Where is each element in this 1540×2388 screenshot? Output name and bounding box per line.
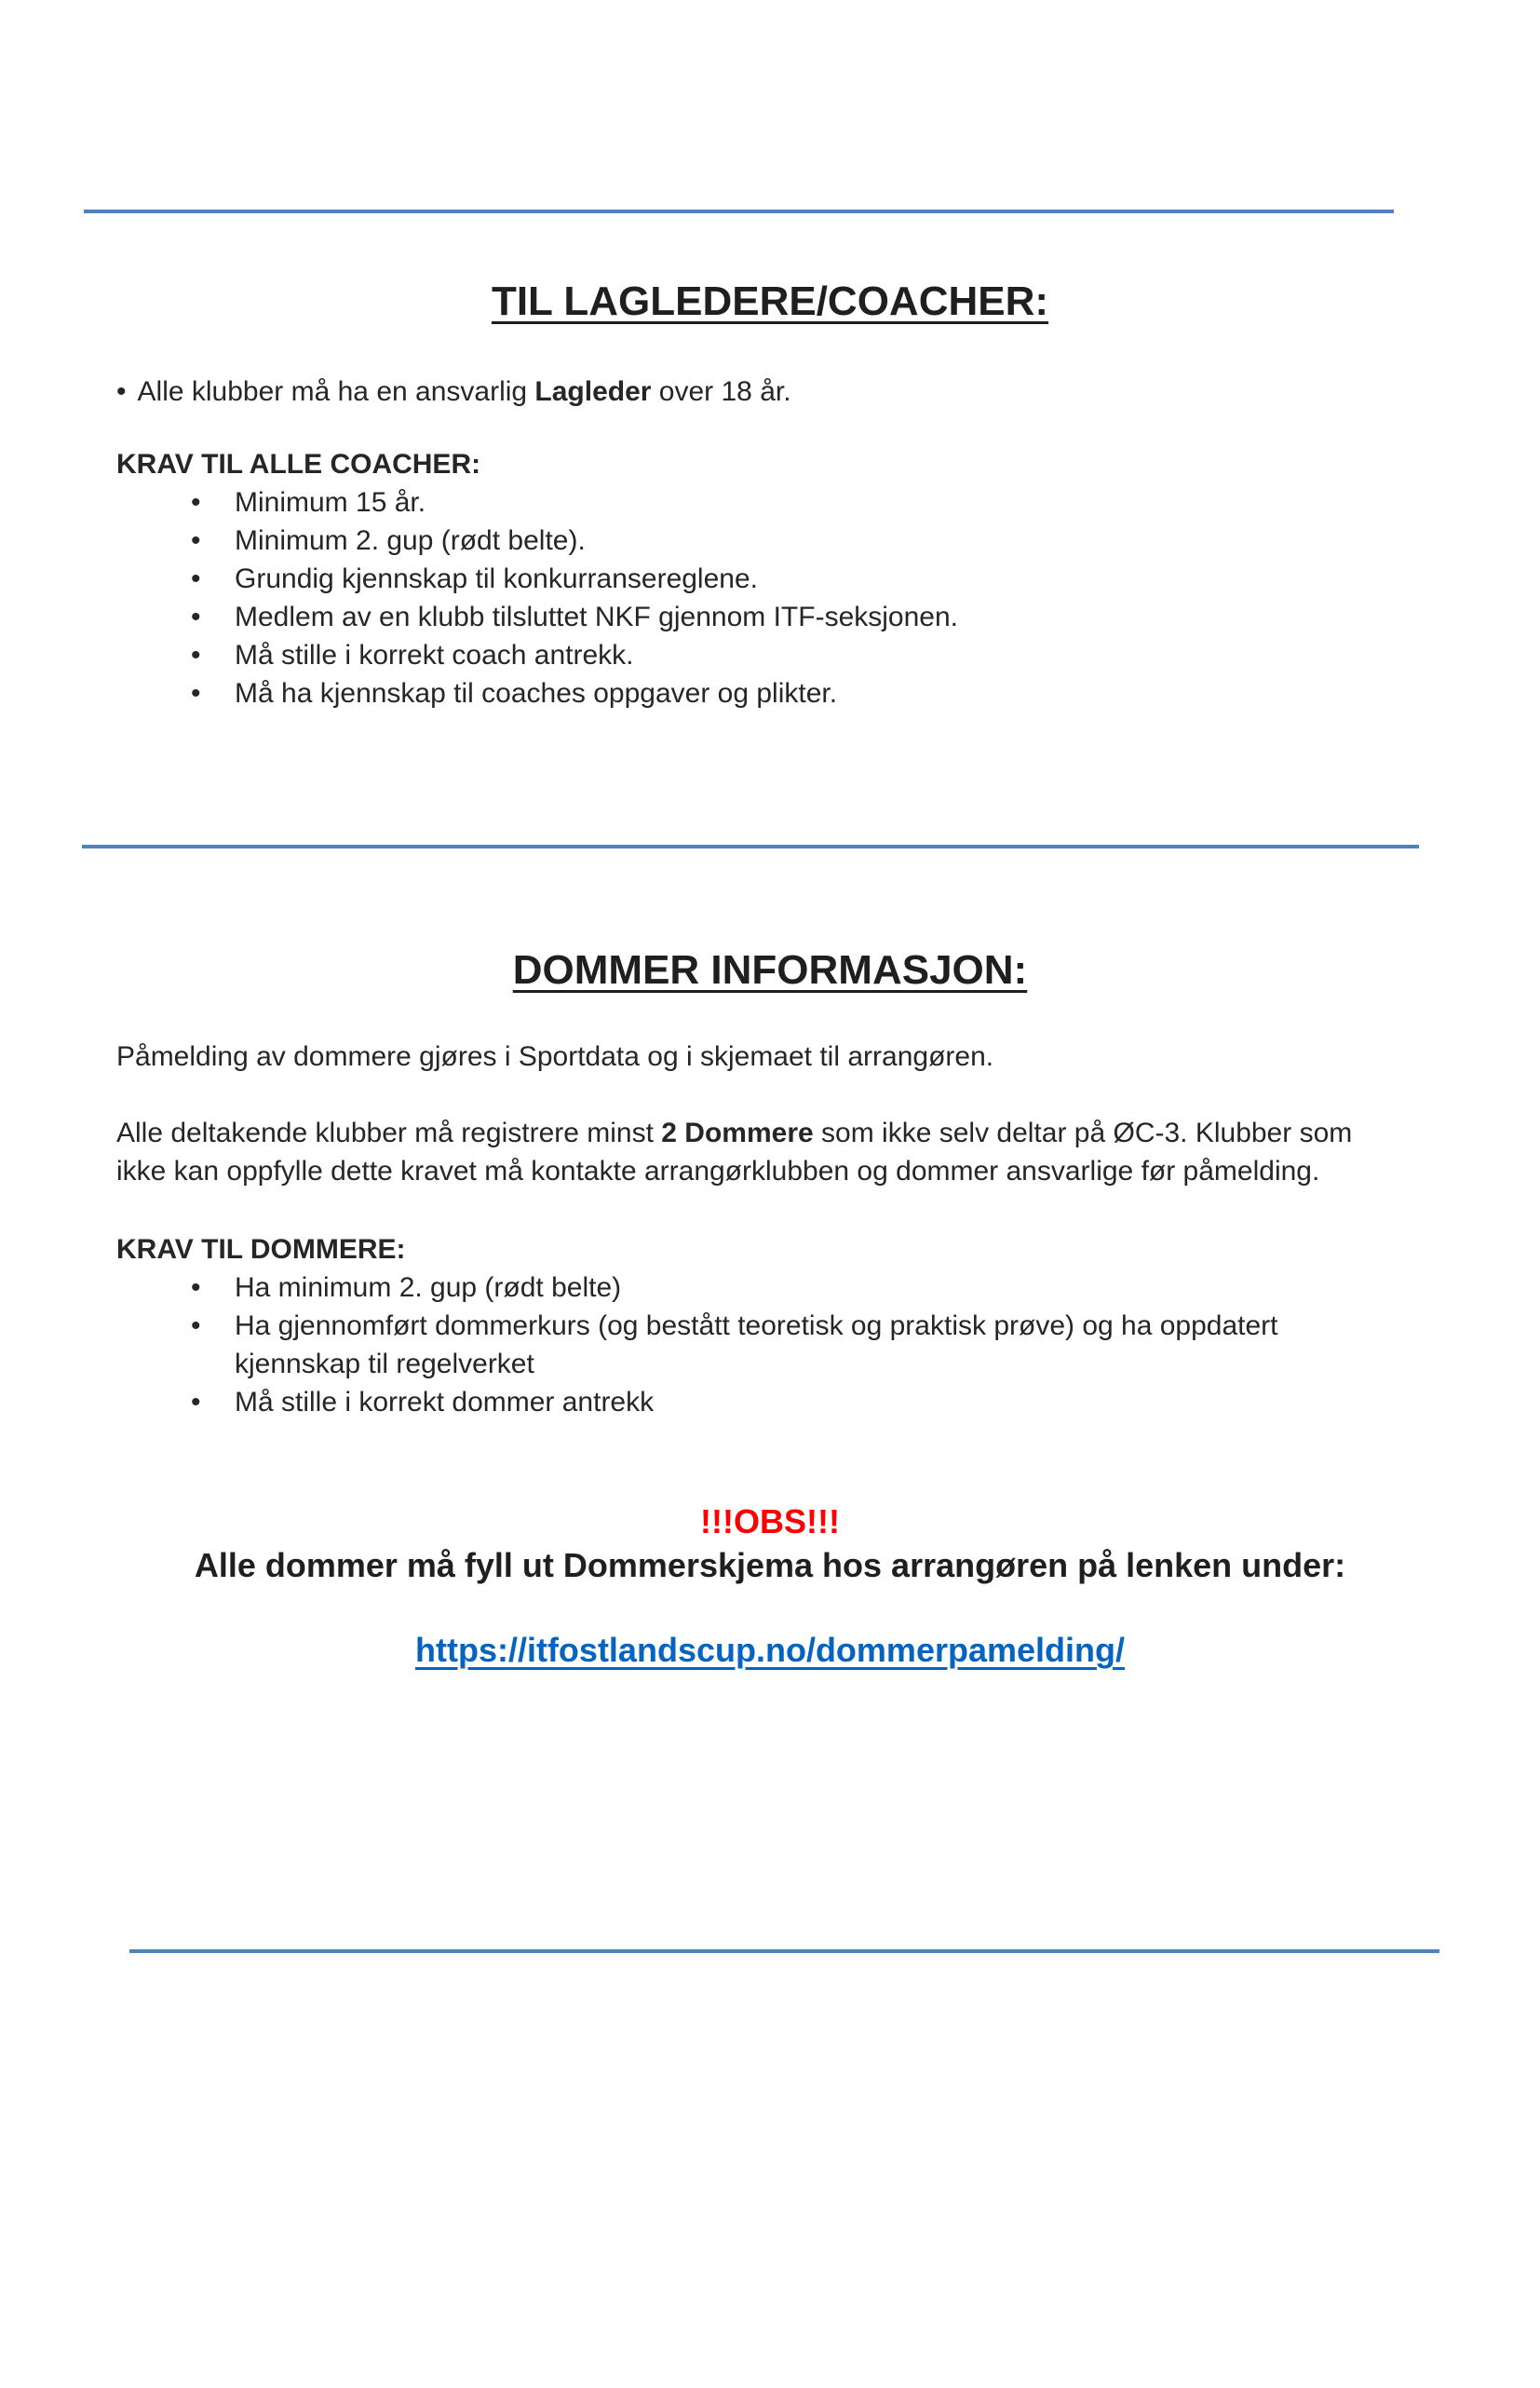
bullet-marker: • (191, 678, 201, 709)
coaches-lead-post: over 18 år. (651, 376, 791, 407)
section-divider-top (84, 210, 1394, 213)
bullet-marker: • (191, 1310, 201, 1341)
coaches-requirements-heading: KRAV TIL ALLE COACHER: (116, 449, 481, 480)
list-item (116, 560, 1398, 598)
list-item-text: Minimum 15 år. (235, 487, 426, 518)
referee-form-link-line (0, 1628, 1540, 1672)
list-item (116, 1307, 1398, 1383)
list-item (116, 674, 1398, 712)
list-item-text: Grundig kjennskap til konkurransereglene. (235, 563, 758, 594)
referees-requirement-paragraph (116, 1114, 1398, 1190)
coaches-lead-pre: Alle klubber må ha en ansvarlig (137, 376, 535, 407)
obs-warning: !!!OBS!!! (700, 1502, 840, 1540)
referees-section (0, 1038, 1540, 1421)
referees-requirements-heading: KRAV TIL DOMMERE: (116, 1234, 406, 1265)
bullet-marker: • (116, 376, 127, 407)
referees-para2-bold: 2 Dommere (661, 1118, 814, 1148)
coaches-requirements-list (116, 483, 1398, 712)
section-divider-middle (82, 845, 1419, 848)
bullet-marker: • (191, 563, 201, 594)
list-item (116, 522, 1398, 560)
list-item (116, 483, 1398, 522)
list-item (116, 598, 1398, 636)
list-item-text: Må ha kjennskap til coaches oppgaver og plikter. (235, 678, 838, 709)
referees-para2-pre: Alle deltakende klubber må registrere minst (116, 1118, 662, 1148)
list-item-text: Minimum 2. gup (rødt belte). (235, 525, 586, 556)
referees-section-title: DOMMER INFORMASJON: (512, 947, 1028, 993)
list-item-text: Ha gjennomført dommerkurs (og bestått teoretisk og praktisk prøve) og ha oppdatert kjennskap til regelverket (235, 1310, 1278, 1379)
list-item (116, 1383, 1398, 1421)
coaches-lead-bold: Lagleder (534, 376, 652, 407)
list-item-text: Ha minimum 2. gup (rødt belte) (235, 1272, 622, 1303)
list-item (116, 636, 1398, 674)
bullet-marker: • (191, 487, 201, 518)
list-item (116, 1269, 1398, 1307)
bullet-marker: • (191, 525, 201, 556)
list-item-text: Må stille i korrekt coach antrekk. (235, 640, 634, 671)
coaches-section-title: TIL LAGLEDERE/COACHER: (491, 278, 1049, 324)
section-divider-bottom (129, 1949, 1439, 1953)
coaches-lead-line (116, 373, 1398, 411)
referee-notice-block (0, 1499, 1540, 1672)
bullet-marker: • (191, 1387, 201, 1418)
bullet-marker: • (191, 602, 201, 632)
referees-registration-paragraph: Påmelding av dommere gjøres i Sportdata og i skjemaet til arrangøren. (116, 1041, 994, 1072)
list-item-text: Må stille i korrekt dommer antrekk (235, 1387, 655, 1418)
referee-form-instruction: Alle dommer må fyll ut Dommerskjema hos arrangøren på lenken under: (194, 1546, 1346, 1584)
bullet-marker: • (191, 1272, 201, 1303)
referee-form-link[interactable]: https://itfostlandscup.no/dommerpamelding/ (414, 1631, 1125, 1669)
list-item-text: Medlem av en klubb tilsluttet NKF gjennom ITF-seksjonen. (235, 602, 958, 632)
coaches-section (0, 373, 1540, 712)
referees-para2-post: som ikke selv deltar på ØC-3. Klubber som ikke kan oppfylle dette kravet må kontakte arrangørklubben og dommer ansvarlige før påmelding. (116, 1118, 1353, 1187)
bullet-marker: • (191, 640, 201, 671)
referees-requirements-list (116, 1269, 1398, 1421)
